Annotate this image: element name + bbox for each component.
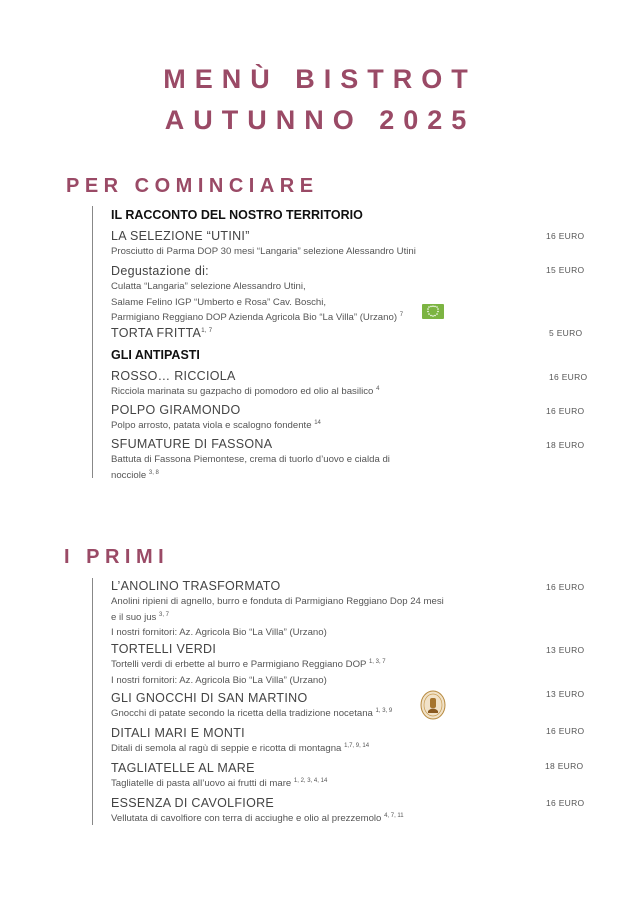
item-suppliers: I nostri fornitori: Az. Agricola Bio “La Villa” (Urzano) <box>111 627 327 638</box>
allergen-codes: 4 <box>376 386 380 392</box>
section-divider-line <box>92 206 93 478</box>
item-price: 16 EURO <box>546 726 585 736</box>
item-name: L’ANOLINO TRASFORMATO <box>111 579 281 593</box>
item-description: Tortelli verdi di erbette al burro e Parmigiano Reggiano DOP <box>111 659 367 670</box>
menu-item <box>111 264 461 326</box>
item-description: Vellutata di cavolfiore con terra di acciughe e olio al prezzemolo <box>111 813 382 824</box>
allergen-codes: 1, 2, 3, 4, 14 <box>293 778 328 784</box>
item-price: 18 EURO <box>546 440 585 450</box>
allergen-codes: 1, 3, 7 <box>368 659 386 665</box>
menu-item <box>111 761 461 792</box>
allergen-codes: 14 <box>314 420 321 426</box>
item-name: ROSSO… RICCIOLA <box>111 369 236 383</box>
section-divider-line <box>92 578 93 825</box>
subsection-title-territorio: IL RACCONTO DEL NOSTRO TERRITORIO <box>111 208 363 222</box>
item-description <box>111 310 461 326</box>
gnocchi-seal-icon <box>420 690 446 720</box>
item-description: e il suo jus <box>111 611 157 623</box>
allergen-codes: 3, 7 <box>159 611 170 618</box>
menu-item <box>111 437 461 483</box>
item-name: GLI GNOCCHI DI SAN MARTINO <box>111 691 308 705</box>
allergen-codes: 1, 3, 9 <box>375 708 393 714</box>
item-name: LA SELEZIONE “UTINI” <box>111 229 250 243</box>
item-description: Ricciola marinata su gazpacho di pomodoro ed olio al basilico <box>111 386 374 397</box>
menu-item <box>111 326 461 341</box>
item-price: 15 EURO <box>546 265 585 275</box>
section-title-cominciare: PER COMINCIARE <box>66 175 319 197</box>
item-price: 13 EURO <box>546 689 585 699</box>
item-price: 13 EURO <box>546 645 585 655</box>
menu-item <box>111 229 461 260</box>
item-price: 16 EURO <box>546 406 585 416</box>
allergen-codes: 1, 7 <box>201 328 213 334</box>
item-name: POLPO GIRAMONDO <box>111 403 241 417</box>
menu-item <box>111 796 461 827</box>
item-description: Ditali di semola al ragù di seppie e ricotta di montagna <box>111 743 342 754</box>
subsection-title-antipasti: GLI ANTIPASTI <box>111 348 200 362</box>
menu-item <box>111 726 461 757</box>
item-description: Prosciutto di Parma DOP 30 mesi “Langaria” selezione Alessandro Utini <box>111 246 416 257</box>
menu-season: AUTUNNO 2025 <box>164 105 476 135</box>
menu-item <box>111 642 461 688</box>
item-price: 16 EURO <box>549 372 588 382</box>
menu-item <box>111 403 461 434</box>
item-price: 16 EURO <box>546 798 585 808</box>
allergen-codes: 4, 7, 11 <box>384 813 404 819</box>
item-description: Anolini ripieni di agnello, burro e fonduta di Parmigiano Reggiano Dop 24 mesi <box>111 596 444 607</box>
item-description: Salame Felino IGP “Umberto e Rosa” Cav. Boschi, <box>111 296 327 308</box>
eu-organic-leaf-icon <box>422 304 444 319</box>
allergen-codes: 3, 8 <box>148 469 159 476</box>
item-price: 16 EURO <box>546 582 585 592</box>
item-suppliers: I nostri fornitori: Az. Agricola Bio “La Villa” (Urzano) <box>111 674 327 686</box>
item-name: DITALI MARI E MONTI <box>111 726 245 740</box>
item-description: Battuta di Fassona Piemontese, crema di tuorlo d’uovo e cialda di <box>111 454 390 465</box>
item-name: TORTA FRITTA <box>111 326 202 340</box>
item-name: TORTELLI VERDI <box>111 642 217 656</box>
item-name: SFUMATURE DI FASSONA <box>111 437 273 451</box>
item-name: TAGLIATELLE AL MARE <box>111 761 255 775</box>
section-title-primi: I PRIMI <box>64 546 170 568</box>
allergen-codes: 7 <box>399 312 404 318</box>
menu-item <box>111 579 461 641</box>
item-price: 5 EURO <box>549 328 583 338</box>
item-description: Tagliatelle di pasta all’uovo ai frutti di mare <box>111 778 292 789</box>
item-price: 16 EURO <box>546 231 585 241</box>
item-description: nocciole <box>111 469 147 481</box>
menu-title: MENÙ BISTROT <box>163 64 477 94</box>
menu-item <box>111 369 461 400</box>
item-description: Gnocchi di patate secondo la ricetta della tradizione nocetana <box>111 708 373 719</box>
item-description-text: Parmigiano Reggiano DOP Azienda Agricola Bio “La Villa” (Urzano) <box>111 312 398 323</box>
item-description: Culatta “Langaria” selezione Alessandro Utini, <box>111 281 306 292</box>
item-name: ESSENZA DI CAVOLFIORE <box>111 796 275 810</box>
allergen-codes: 1,7, 9, 14 <box>344 743 370 749</box>
item-price: 18 EURO <box>545 761 584 771</box>
item-name: Degustazione di: <box>111 264 209 278</box>
menu-item <box>111 691 461 722</box>
item-description: Polpo arrosto, patata viola e scalogno fondente <box>111 420 312 431</box>
